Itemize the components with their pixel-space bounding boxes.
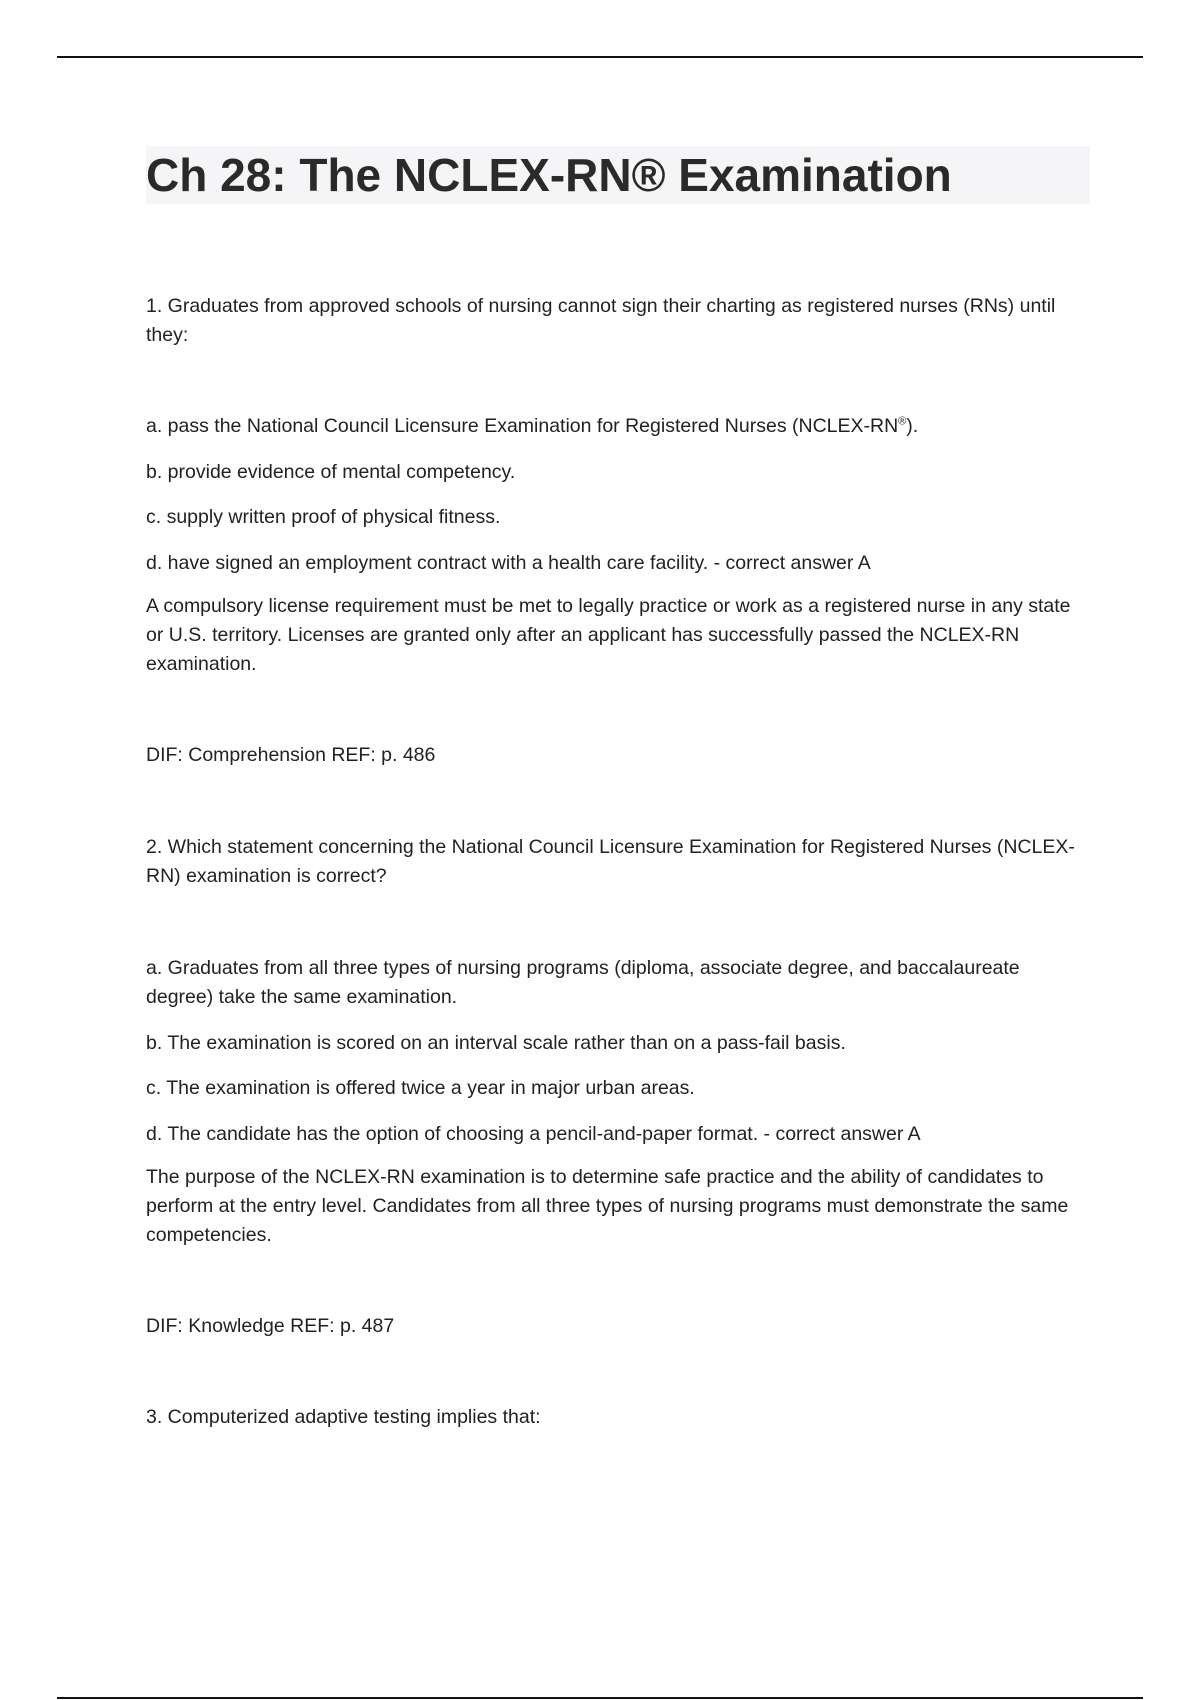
option-b: b. The examination is scored on an interval scale rather than on a pass-fail basis.	[146, 1032, 846, 1054]
option-a-text: a. pass the National Council Licensure Examination for Registered Nurses (NCLEX-RN	[146, 415, 899, 437]
question-2-options	[146, 954, 1090, 1149]
option-a-tail: ).	[906, 415, 919, 437]
question-2	[146, 833, 1090, 891]
option-d: d. The candidate has the option of choosing a pencil-and-paper format. - correct answer A	[146, 1123, 921, 1145]
question-stem: 2. Which statement concerning the National Council Licensure Examination for Registered Nurses (NCLEX-RN) examination is correct?	[146, 836, 1075, 887]
question-stem: 1. Graduates from approved schools of nursing cannot sign their charting as registered nurses (RNs) until they:	[146, 295, 1056, 346]
question-1-rationale: A compulsory license requirement must be met to legally practice or work as a registered nurse in any state or U.S. territory. Licenses are granted only after an applicant has successfully passed the NCLEX-RN examination.	[146, 595, 1071, 675]
registered-mark: ®	[898, 415, 907, 428]
option-c: c. supply written proof of physical fitness.	[146, 506, 501, 528]
option-b: b. provide evidence of mental competency.	[146, 461, 516, 483]
question-stem: 3. Computerized adaptive testing implies that:	[146, 1406, 541, 1428]
option-a	[146, 412, 1090, 441]
question-1-meta: DIF: Comprehension REF: p. 486	[146, 744, 436, 766]
question-2-meta: DIF: Knowledge REF: p. 487	[146, 1315, 395, 1337]
option-d: d. have signed an employment contract with a health care facility. - correct answer A	[146, 552, 871, 574]
option-c: c. The examination is offered twice a year in major urban areas.	[146, 1077, 695, 1099]
top-rule	[57, 56, 1143, 58]
question-2-rationale: The purpose of the NCLEX-RN examination is to determine safe practice and the ability of candidates to perform at the entry level. Candidates from all three types of nursing programs must demonstrate the same competencies.	[146, 1166, 1069, 1246]
option-a: a. Graduates from all three types of nursing programs (diploma, associate degree, and baccalaureate degree) take the same examination.	[146, 957, 1020, 1008]
document-title: Ch 28: The NCLEX-RN® Examination	[146, 149, 952, 201]
question-3	[146, 1403, 1090, 1432]
question-1-options	[146, 412, 1090, 578]
question-1	[146, 292, 1090, 350]
bottom-rule	[57, 1697, 1143, 1699]
